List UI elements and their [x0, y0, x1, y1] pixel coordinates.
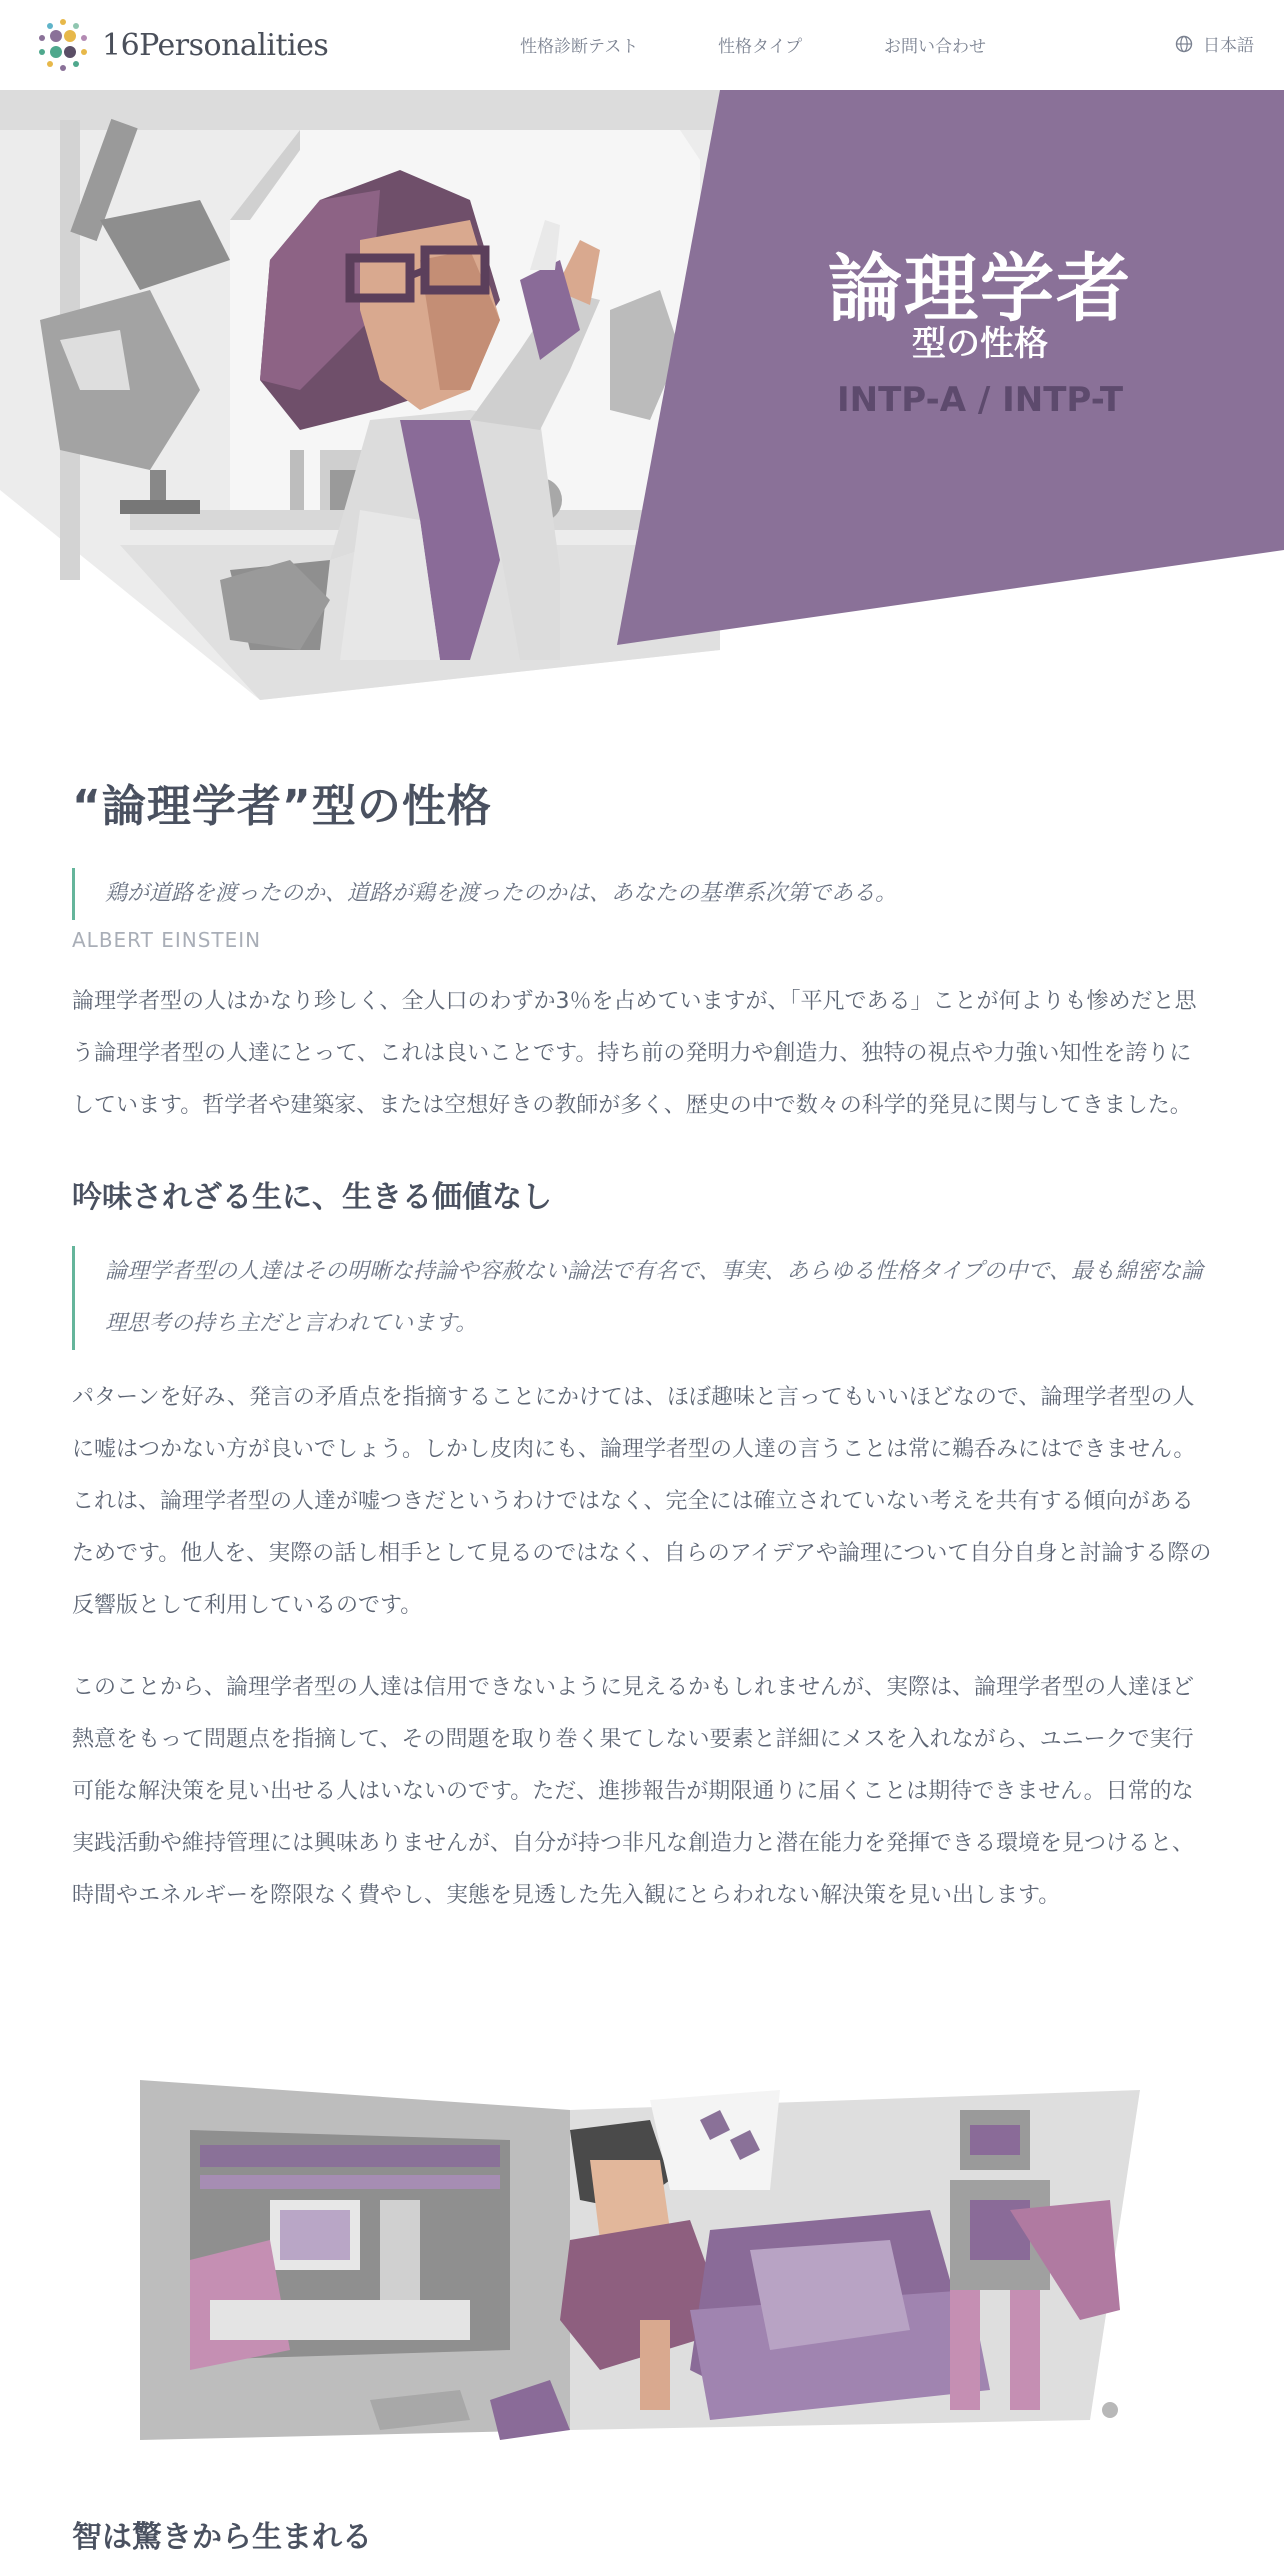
- article-heading: “論理学者”型の性格: [72, 781, 492, 832]
- nav-link-types[interactable]: 性格タイプ: [718, 37, 803, 57]
- quote-block-logic: [72, 1246, 1212, 1350]
- workshop-illustration: [130, 2070, 1150, 2470]
- logo-text: 16Personalities: [102, 27, 329, 63]
- quote-block-einstein: [72, 868, 1212, 920]
- quote-text: 鶏が道路を渡ったのか、道路が鶏を渡ったのかは、あなたの基準系次第である。: [105, 881, 898, 906]
- language-label: 日本語: [1203, 36, 1254, 56]
- paragraph-solutions: このことから、論理学者型の人達は信用できないように見えるかもしれませんが、実際は、論理学者型の人達ほど熱意をもって問題点を指摘して、その問題を取り巻く果てしない要素と詳細にメスを入れながら、ユニークで実行可能な解決策を見い出せる人はいないのです。ただ、進捗報告が期限通りに届くことは期待できません。日常的な実践活動や維持管理には興味ありませんが、自分が持つ非凡な創造力と潜在能力を発揮できる環境を見つけると、時間やエネルギーを際限なく費やし、実態を見透した先入観にとらわれない解決策を見い出します。: [72, 1675, 1195, 1908]
- logo-dots-icon: [32, 14, 94, 76]
- quote-author: ALBERT EINSTEIN: [72, 928, 262, 952]
- hero-banner: [0, 90, 1284, 705]
- article-body: [72, 770, 1212, 1922]
- hero-subtitle: 型の性格: [912, 324, 1048, 364]
- globe-icon: [1175, 35, 1193, 53]
- paragraph-patterns: パターンを好み、発言の矛盾点を指摘することにかけては、ほぼ趣味と言ってもいいほどなので、論理学者型の人に嘘はつかない方が良いでしょう。しかし皮肉にも、論理学者型の人達の言うことは常に鵜呑みにはできません。これは、論理学者型の人達が嘘つきだというわけではなく、完全には確立されていない考えを共有する傾向があるためです。他人を、実際の話し相手として見るのではなく、自らのアイデアや論理について自分自身と討論する際の反響版として利用しているのです。: [72, 1385, 1212, 1618]
- site-logo[interactable]: [32, 14, 328, 76]
- nav-link-test[interactable]: 性格診断テスト: [520, 37, 639, 57]
- paragraph-intro: 論理学者型の人はかなり珍しく、全人口のわずか3％を占めていますが、「平凡である」ことが何よりも惨めだと思う論理学者型の人達にとって、これは良いことです。持ち前の発明力や創造力、独特の視点や力強い知性を誇りにしています。哲学者や建築家、または空想好きの教師が多く、歴史の中で数々の科学的発見に関与してきました。: [72, 989, 1197, 1118]
- hero-type-code: INTP-A / INTP-T: [836, 380, 1124, 420]
- section-heading-wonder: 智は驚きから生まれる: [72, 2520, 372, 2555]
- nav-link-contact[interactable]: お問い合わせ: [884, 37, 986, 57]
- section-heading-unexamined-life: 吟味されざる生に、生きる価値なし: [72, 1180, 552, 1215]
- top-navigation: [0, 0, 1284, 90]
- hero-title: 論理学者: [828, 246, 1132, 332]
- quote-text-logic: 論理学者型の人達はその明晰な持論や容赦ない論法で有名で、事実、あらゆる性格タイプの中で、最も綿密な論理思考の持ち主だと言われています。: [105, 1259, 1204, 1336]
- language-selector[interactable]: [1175, 31, 1254, 56]
